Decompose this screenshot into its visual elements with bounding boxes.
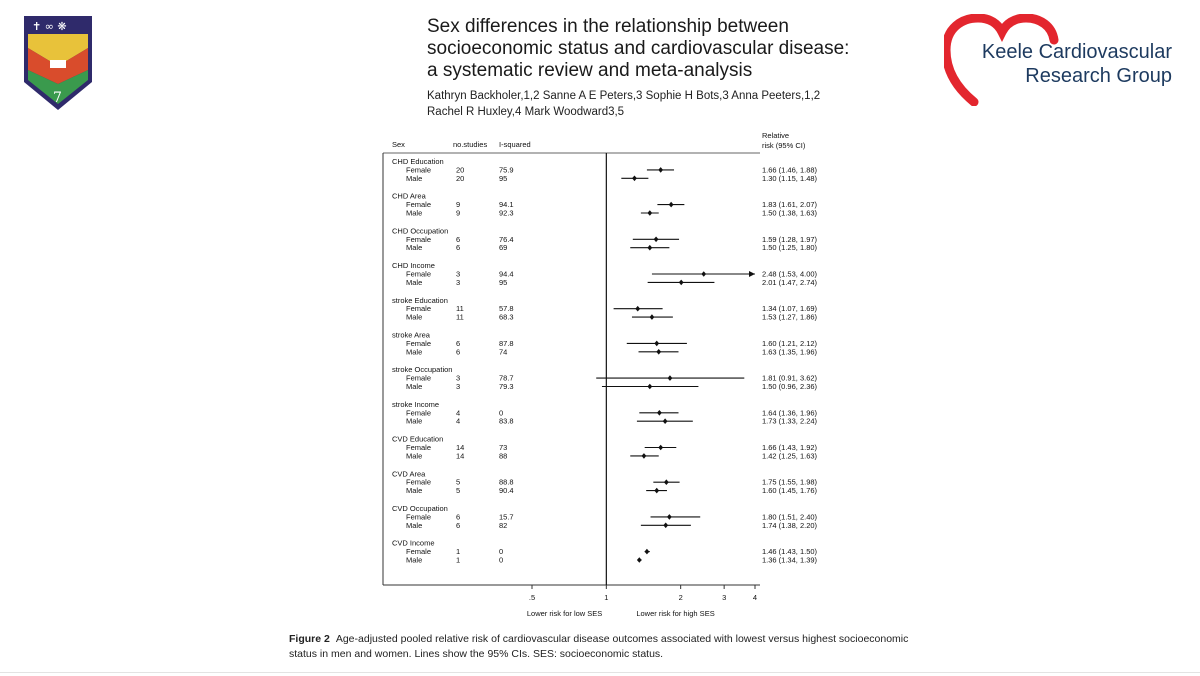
sex-label: Male: [406, 208, 423, 218]
sex-label: Female: [406, 304, 432, 314]
sex-label: Male: [406, 520, 423, 530]
studies-count: 6: [456, 243, 461, 253]
sex-label: Female: [406, 443, 432, 452]
rr-ci-text: 1.36 (1.34, 1.39): [762, 555, 818, 565]
column-header-sex: Sex: [392, 140, 405, 149]
isquared-value: 90.4: [499, 486, 514, 496]
studies-count: 1: [456, 547, 461, 557]
isquared-value: 74: [499, 347, 508, 357]
group-label: stroke Occupation: [392, 365, 453, 375]
group-label: CVD Occupation: [392, 504, 448, 513]
isquared-value: 94.4: [499, 269, 514, 279]
sex-label: Male: [406, 173, 423, 183]
isquared-value: 82: [499, 520, 508, 530]
rr-ci-text: 1.60 (1.21, 2.12): [762, 338, 818, 348]
group-label: CHD Occupation: [392, 226, 449, 236]
isquared-value: 78.7: [499, 373, 514, 383]
isquared-value: 95: [499, 173, 508, 183]
paper-title-line: a systematic review and meta-analysis: [427, 60, 753, 81]
studies-count: 9: [456, 200, 461, 210]
x-tick-label: .5: [528, 593, 536, 602]
sex-label: Female: [406, 408, 432, 418]
sex-label: Female: [406, 200, 432, 210]
studies-count: 4: [456, 408, 461, 418]
point-estimate: [664, 479, 669, 485]
isquared-value: 0: [499, 408, 504, 418]
studies-count: 5: [456, 486, 461, 496]
group-label: stroke Income: [392, 399, 440, 409]
point-estimate: [642, 453, 647, 459]
isquared-value: 68.3: [499, 312, 514, 322]
studies-count: 20: [456, 165, 465, 175]
studies-count: 6: [456, 234, 461, 244]
group-label: CHD Area: [392, 191, 426, 201]
sex-label: Female: [406, 234, 432, 244]
point-estimate: [701, 271, 706, 277]
rr-ci-text: 1.46 (1.43, 1.50): [762, 547, 818, 557]
studies-count: 6: [456, 338, 461, 348]
sex-label: Female: [406, 477, 432, 487]
point-estimate: [654, 488, 659, 494]
point-estimate: [632, 176, 637, 182]
rr-ci-text: 1.80 (1.51, 2.40): [762, 512, 818, 522]
rr-ci-text: 1.74 (1.38, 2.20): [762, 520, 818, 530]
sex-label: Female: [406, 373, 432, 383]
paper-title-line: socioeconomic status and cardiovascular disease:: [427, 38, 850, 59]
sex-label: Male: [406, 347, 423, 357]
sex-label: Male: [406, 243, 423, 253]
rr-ci-text: 1.83 (1.61, 2.07): [762, 200, 818, 210]
point-estimate: [637, 557, 642, 563]
point-estimate: [647, 245, 652, 251]
rr-ci-text: 1.53 (1.27, 1.86): [762, 312, 818, 322]
isquared-value: 79.3: [499, 382, 514, 391]
column-header-rr: risk (95% CI): [762, 141, 806, 150]
column-header-isquared: I-squared: [499, 140, 531, 149]
group-label: CHD Education: [392, 157, 444, 166]
point-estimate: [654, 237, 659, 243]
caption-text: Age-adjusted pooled relative risk of cardiovascular disease outcomes associated with lowest versus highest socioeconomic status in men and women. Lines show the 95% CIs. SES: socioeconomic status.: [289, 633, 909, 660]
rr-ci-text: 1.30 (1.15, 1.48): [762, 173, 818, 183]
rr-ci-text: 1.63 (1.35, 1.96): [762, 347, 818, 357]
isquared-value: 92.3: [499, 208, 514, 218]
isquared-value: 75.9: [499, 165, 514, 175]
sex-label: Male: [406, 486, 423, 496]
ci-arrow: [749, 271, 755, 277]
isquared-value: 94.1: [499, 200, 514, 210]
point-estimate: [667, 514, 672, 520]
studies-count: 3: [456, 269, 461, 279]
rr-ci-text: 1.34 (1.07, 1.69): [762, 304, 818, 314]
isquared-value: 83.8: [499, 416, 514, 426]
rr-ci-text: 1.81 (0.91, 3.62): [762, 373, 818, 383]
point-estimate: [645, 549, 650, 555]
studies-count: 14: [456, 451, 465, 461]
point-estimate: [650, 314, 655, 320]
studies-count: 6: [456, 520, 461, 530]
point-estimate: [679, 280, 684, 286]
point-estimate: [658, 445, 663, 451]
studies-count: 11: [456, 312, 464, 322]
group-label: CVD Education: [392, 434, 444, 444]
isquared-value: 76.4: [499, 234, 514, 244]
group-label: CHD Income: [392, 261, 435, 271]
x-tick-label: 1: [604, 593, 609, 602]
sex-label: Female: [406, 512, 432, 522]
sex-label: Male: [406, 312, 423, 322]
column-header-rr: Relative: [762, 131, 790, 140]
point-estimate: [647, 210, 652, 216]
point-estimate: [658, 167, 663, 173]
isquared-value: 88: [499, 451, 508, 461]
point-estimate: [663, 418, 668, 424]
figure-label: Figure 2: [289, 633, 330, 645]
column-header-studies: no.studies: [453, 140, 488, 149]
sex-label: Male: [406, 382, 423, 391]
rr-ci-text: 1.50 (1.38, 1.63): [762, 208, 818, 218]
studies-count: 1: [456, 555, 461, 565]
studies-count: 3: [456, 277, 461, 287]
rr-ci-text: 1.66 (1.43, 1.92): [762, 443, 818, 452]
point-estimate: [669, 202, 674, 208]
rr-ci-text: 1.59 (1.28, 1.97): [762, 234, 818, 244]
studies-count: 4: [456, 416, 461, 426]
studies-count: 5: [456, 477, 461, 487]
figure-caption: [289, 632, 929, 662]
sex-label: Male: [406, 555, 423, 565]
svg-text:7: 7: [53, 90, 62, 106]
studies-count: 6: [456, 347, 461, 357]
rr-ci-text: 1.66 (1.46, 1.88): [762, 165, 818, 175]
isquared-value: 95: [499, 277, 508, 287]
isquared-value: 88.8: [499, 477, 514, 487]
point-estimate: [656, 349, 661, 355]
studies-count: 3: [456, 382, 461, 391]
author-line: Rachel R Huxley,4 Mark Woodward3,5: [427, 106, 625, 118]
studies-count: 6: [456, 512, 461, 522]
point-estimate: [647, 384, 652, 390]
isquared-value: 73: [499, 443, 508, 452]
rr-ci-text: 1.50 (1.25, 1.80): [762, 243, 818, 253]
x-label-left: Lower risk for low SES: [526, 609, 603, 618]
isquared-value: 69: [499, 243, 508, 253]
rr-ci-text: 1.75 (1.55, 1.98): [762, 477, 818, 487]
sex-label: Female: [406, 338, 432, 348]
group-label: CVD Area: [392, 469, 426, 479]
x-tick-label: 2: [678, 593, 683, 602]
isquared-value: 87.8: [499, 338, 514, 348]
group-label: stroke Education: [392, 295, 448, 305]
x-tick-label: 3: [722, 593, 727, 602]
isquared-value: 15.7: [499, 512, 514, 522]
sex-label: Male: [406, 277, 423, 287]
sex-label: Female: [406, 165, 432, 175]
x-tick-label: 4: [752, 593, 758, 602]
isquared-value: 0: [499, 547, 504, 557]
sex-label: Male: [406, 451, 423, 461]
studies-count: 11: [456, 304, 464, 314]
studies-count: 14: [456, 443, 465, 452]
studies-count: 3: [456, 373, 461, 383]
rr-ci-text: 1.60 (1.45, 1.76): [762, 486, 818, 496]
isquared-value: 57.8: [499, 304, 514, 314]
rr-ci-text: 2.48 (1.53, 4.00): [762, 269, 818, 279]
rr-ci-text: 2.01 (1.47, 2.74): [762, 277, 818, 287]
studies-count: 20: [456, 173, 465, 183]
studies-count: 9: [456, 208, 461, 218]
x-label-right: Lower risk for high SES: [636, 609, 715, 618]
group-label: stroke Area: [392, 330, 430, 340]
rr-ci-text: 1.64 (1.36, 1.96): [762, 408, 818, 418]
brand-line: Keele Cardiovascular: [981, 41, 1172, 63]
point-estimate: [668, 375, 673, 381]
point-estimate: [663, 523, 668, 529]
sex-label: Male: [406, 416, 423, 426]
paper-title-line: Sex differences in the relationship between: [427, 16, 789, 37]
isquared-value: 0: [499, 555, 504, 565]
rr-ci-text: 1.42 (1.25, 1.63): [762, 451, 818, 461]
point-estimate: [635, 306, 640, 312]
point-estimate: [654, 341, 659, 347]
author-line: Kathryn Backholer,1,2 Sanne A E Peters,3 Sophie H Bots,3 Anna Peeters,1,2: [427, 90, 821, 102]
sex-label: Female: [406, 547, 432, 557]
svg-text:✝ ∞ ❋: ✝ ∞ ❋: [32, 20, 67, 33]
rr-ci-text: 1.50 (0.96, 2.36): [762, 382, 818, 391]
divider: [0, 672, 1200, 673]
point-estimate: [657, 410, 662, 416]
rr-ci-text: 1.73 (1.33, 2.24): [762, 416, 818, 426]
sex-label: Female: [406, 269, 432, 279]
group-label: CVD Income: [392, 538, 435, 548]
brand-line: Research Group: [1025, 65, 1172, 87]
